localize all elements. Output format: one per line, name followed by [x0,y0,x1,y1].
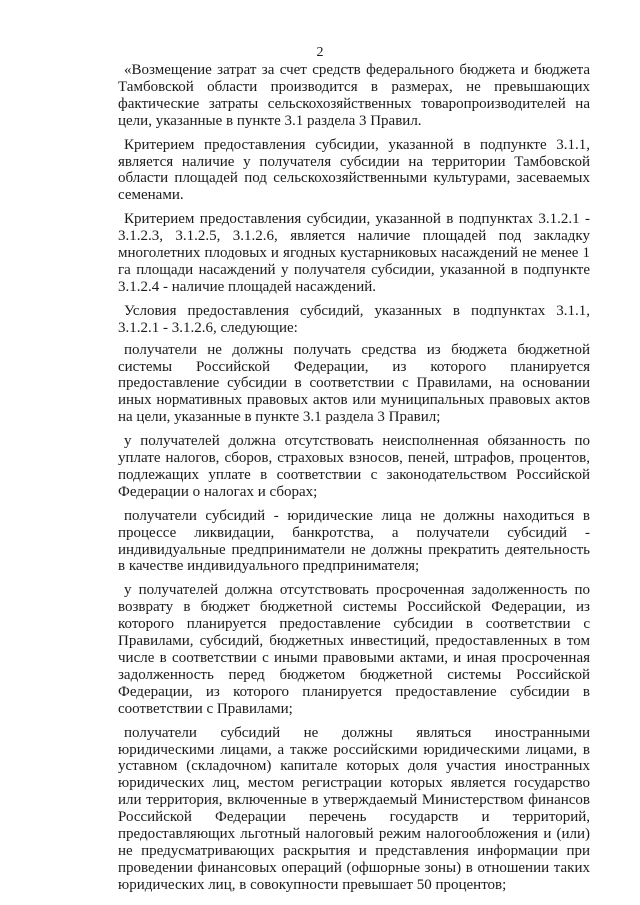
document-body [118,62,590,901]
paragraph-condition-no-tax-debt: у получателей должна отсутствовать неисполненная обязанность по уплате налогов, сборов, страховых взносов, пеней, штрафов, процентов, подлежащих уплате в соответствии с законодательством Российской Федерации о налогах и сборах; [118,433,590,500]
paragraph-conditions-intro: Условия предоставления субсидий, указанных в подпунктах 3.1.1, 3.1.2.1 - 3.1.2.6, следующие: [118,302,590,336]
paragraph-condition-no-liquidation: получатели субсидий - юридические лица не должны находиться в процессе ликвидации, банкротства, а получатели субсидий - индивидуальные предприниматели не должны прекратить деятельность в качестве индивидуального предпринимателя; [118,507,590,575]
paragraph-condition-not-foreign: получатели субсидий не должны являться иностранными юридическими лицами, а также российскими юридическими лицами, в уставном (складочном) капитале которых доля участия иностранных юридических лиц, местом регистрации которых является государство или территория, включенные в утверждаемый Министерством финансов Российской Федерации перечень государств и территорий, предоставляющих льготный налоговый режим налогообложения и (или) не предусматривающих раскрытия и представления информации при проведении финансовых операций (офшорные зоны) в отношении таких юридических лиц, в совокупности превышает 50 процентов; [118,724,590,893]
paragraph-condition-no-other-funds: получатели не должны получать средства из бюджета бюджетной системы Российской Федерации, из которого планируется предоставление субсидии в соответствии с Правилами, на основании иных нормативных правовых актов или муниципальных правовых актов на цели, указанные в пункте 3.1 раздела 3 Правил; [118,341,590,426]
paragraph-criterion-3-1-2: Критерием предоставления субсидии, указанной в подпунктах 3.1.2.1 - 3.1.2.3, 3.1.2.5, 3.1.2.6, является наличие площадей под закладку многолетних плодовых и ягодных кустарниковых насаждений не менее 1 га площади насаждений у получателя субсидии, указанной в подпункте 3.1.2.4 - наличие площадей насаждений. [118,211,590,295]
paragraph-condition-no-overdue-debt: у получателей должна отсутствовать просроченная задолженность по возврату в бюджет бюджетной системы Российской Федерации, из которого планируется предоставление субсидии в соответствии с Правилами, субсидий, бюджетных инвестиций, предоставленных в том числе в соответствии с иными правовыми актами, и иная просроченная задолженность перед бюджетом бюджетной системы Российской Федерации, из которого планируется предоставление субсидии в соответствии с Правилами; [118,582,590,717]
paragraph-criterion-3-1-1: Критерием предоставления субсидии, указанной в подпункте 3.1.1, является наличие у получателя субсидии на территории Тамбовской области площадей под сельскохозяйственными культурами, засеваемых семенами. [118,136,590,204]
page-number: 2 [316,45,324,60]
paragraph-reimbursement: «Возмещение затрат за счет средств федерального бюджета и бюджета Тамбовской области производится в размерах, не превышающих фактические затраты сельскохозяйственных товаропроизводителей на цели, указанные в пункте 3.1 раздела 3 Правил. [118,62,590,129]
